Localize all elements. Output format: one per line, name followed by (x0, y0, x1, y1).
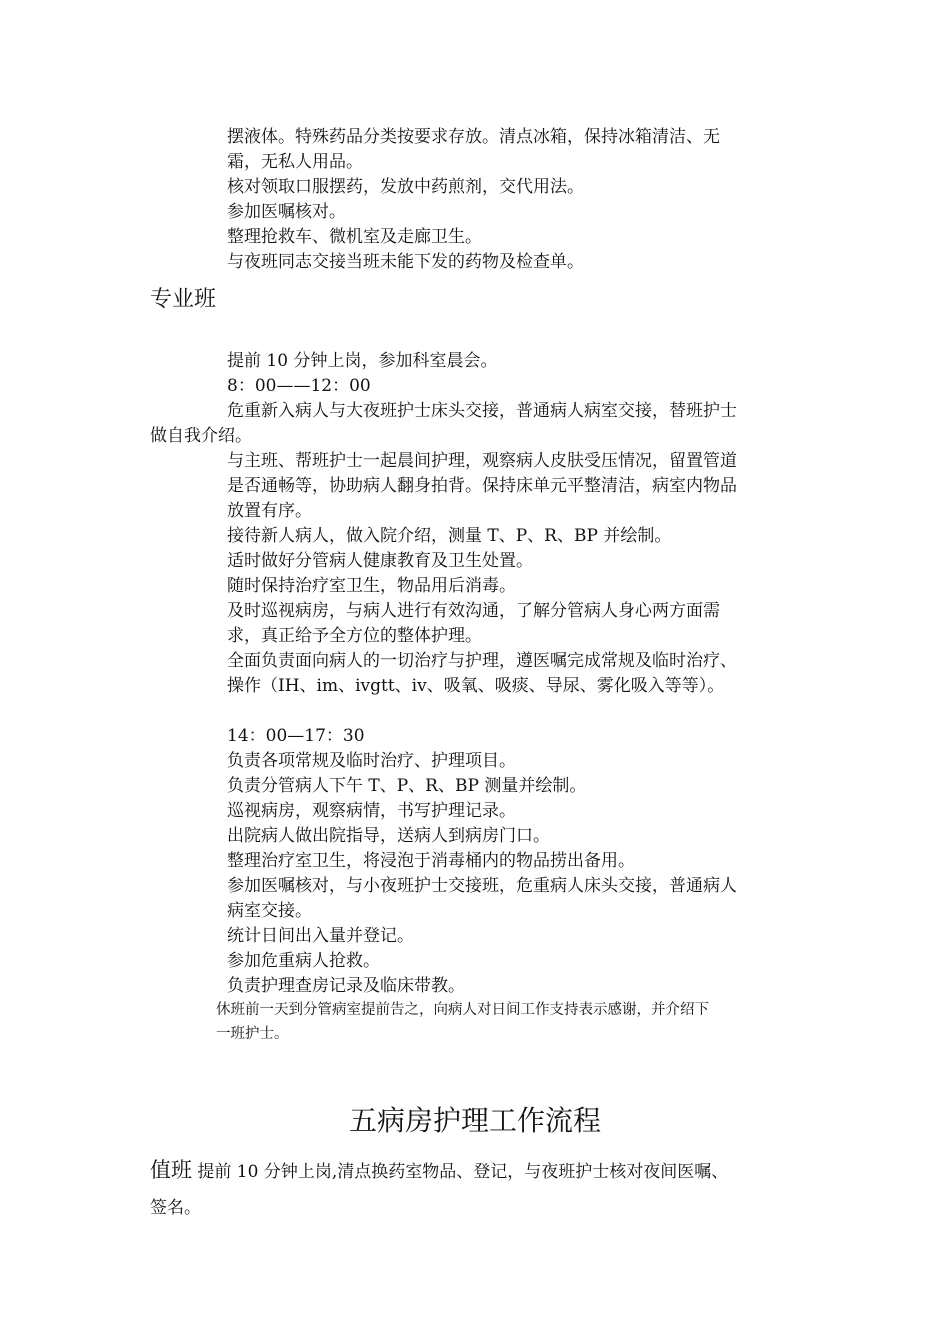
text-line: 霜，无私人用品。 (227, 152, 363, 172)
text-line: 与主班、帮班护士一起晨间护理，观察病人皮肤受压情况，留置管道 (227, 451, 737, 471)
text-line: 操作（IH、im、ivgtt、iv、吸氧、吸痰、导尿、雾化吸入等等）。 (227, 676, 725, 696)
section-heading: 专业班 (150, 287, 217, 312)
text-line: 做自我介绍。 (150, 426, 252, 446)
text-line: 核对领取口服摆药，发放中药煎剂，交代用法。 (227, 177, 584, 197)
duty-paragraph (150, 1158, 728, 1185)
text-line: 病室交接。 (227, 901, 312, 921)
text-line: 是否通畅等，协助病人翻身拍背。保持床单元平整清洁，病室内物品 (227, 476, 737, 496)
text-line: 求，真正给予全方位的整体护理。 (227, 626, 482, 646)
text-line: 全面负责面向病人的一切治疗与护理，遵医嘱完成常规及临时治疗、 (227, 651, 737, 671)
text-line: 整理抢救车、微机室及走廊卫生。 (227, 227, 482, 247)
text-line: 整理治疗室卫生，将浸泡于消毒桶内的物品捞出备用。 (227, 851, 635, 871)
text-line: 随时保持治疗室卫生，物品用后消毒。 (227, 576, 516, 596)
duty-text: 提前 10 分钟上岗,清点换药室物品、登记，与夜班护士核对夜间医嘱、 (197, 1162, 729, 1182)
text-line: 摆液体。特殊药品分类按要求存放。清点冰箱，保持冰箱清洁、无 (227, 127, 720, 147)
note-line: 休班前一天到分管病室提前告之，向病人对日间工作支持表示感谢，并介绍下 (216, 1002, 709, 1018)
document-title: 五病房护理工作流程 (348, 1104, 601, 1137)
note-line: 一班护士。 (216, 1026, 289, 1042)
time-range-morning: 8：00——12：00 (227, 376, 371, 396)
text-line: 与夜班同志交接当班未能下发的药物及检查单。 (227, 252, 584, 272)
text-line: 参加危重病人抢救。 (227, 951, 380, 971)
text-line: 接待新人病人，做入院介绍，测量 T、P、R、BP 并绘制。 (227, 526, 672, 546)
text-line: 参加医嘱核对。 (227, 202, 346, 222)
text-line: 负责护理查房记录及临床带教。 (227, 976, 465, 996)
text-line: 适时做好分管病人健康教育及卫生处置。 (227, 551, 533, 571)
text-line: 放置有序。 (227, 501, 312, 521)
text-line: 及时巡视病房，与病人进行有效沟通，了解分管病人身心两方面需 (227, 601, 720, 621)
duty-label: 值班 (150, 1158, 192, 1182)
text-line: 签名。 (150, 1198, 201, 1218)
shift-intro: 提前 10 分钟上岗，参加科室晨会。 (227, 351, 498, 371)
text-line: 负责各项常规及临时治疗、护理项目。 (227, 751, 516, 771)
time-range-afternoon: 14：00—17：30 (227, 726, 365, 746)
text-line: 危重新入病人与大夜班护士床头交接，普通病人病室交接，替班护士 (227, 401, 737, 421)
text-line: 出院病人做出院指导，送病人到病房门口。 (227, 826, 550, 846)
text-line: 巡视病房，观察病情，书写护理记录。 (227, 801, 516, 821)
text-line: 参加医嘱核对，与小夜班护士交接班，危重病人床头交接，普通病人 (227, 876, 737, 896)
text-line: 负责分管病人下午 T、P、R、BP 测量并绘制。 (227, 776, 587, 796)
text-line: 统计日间出入量并登记。 (227, 926, 414, 946)
